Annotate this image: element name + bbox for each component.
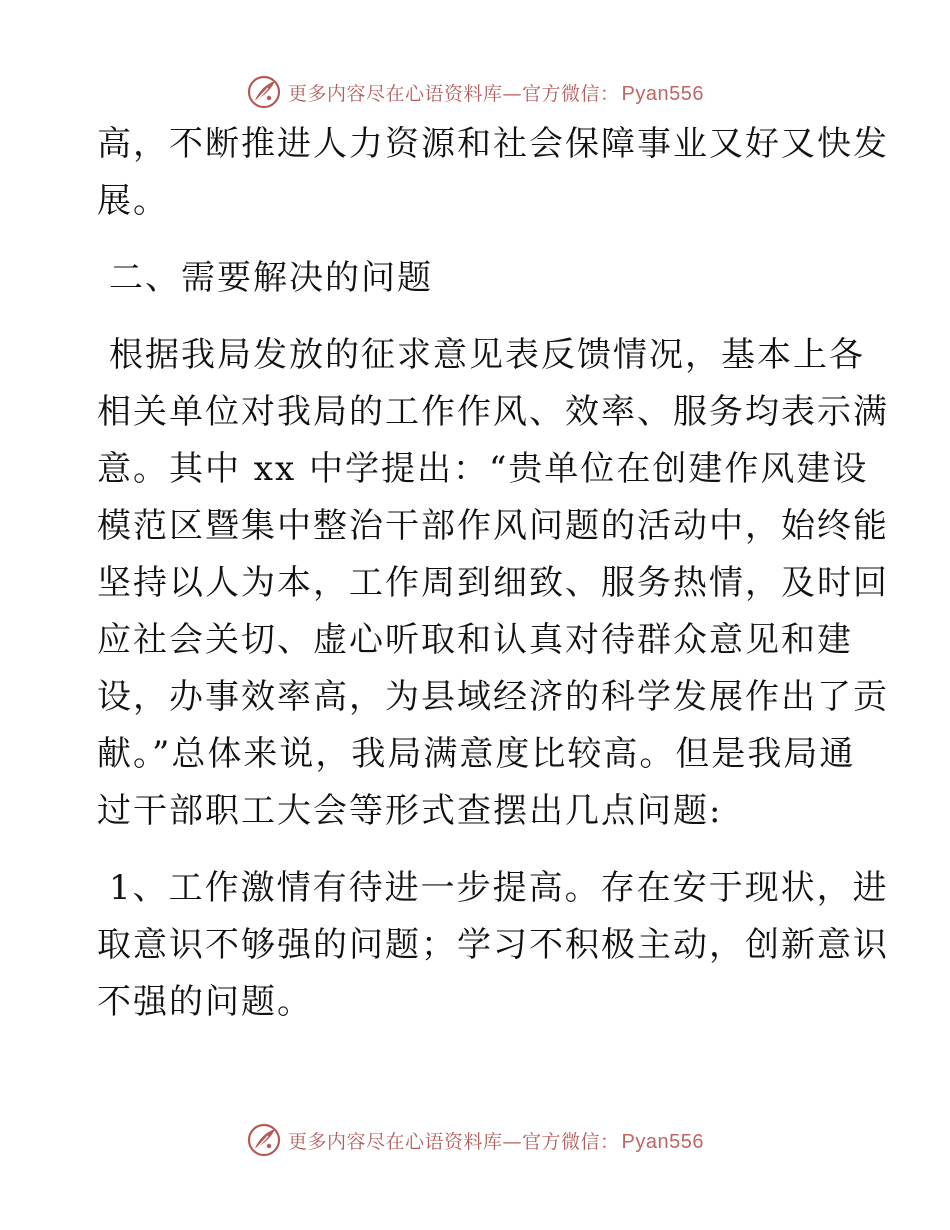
watermark-text: 更多内容尽在心语资料库—官方微信： Pyan556 [288, 1130, 704, 1153]
document-body [97, 116, 889, 1031]
watermark-text: 更多内容尽在心语资料库—官方微信： Pyan556 [288, 82, 704, 105]
footer-watermark [0, 1120, 950, 1160]
paragraph-line: 意。其中 xx 中学提出：“贵单位在创建作风建设 [97, 449, 869, 489]
paragraph-line: 展。 [97, 181, 169, 221]
paragraph-line: 高，不断推进人力资源和社会保障事业又好又快发 [97, 124, 889, 164]
paragraph-line: 相关单位对我局的工作作风、效率、服务均表示满 [97, 392, 889, 432]
paragraph-line: 应社会关切、虚心听取和认真对待群众意见和建 [97, 620, 853, 660]
paragraph-line: 过干部职工大会等形式查摆出几点问题: [97, 791, 723, 831]
section-heading: 二、需要解决的问题 [109, 258, 433, 298]
paragraph-line: 模范区暨集中整治干部作风问题的活动中，始终能 [97, 506, 889, 546]
paragraph-line: 1、工作激情有待进一步提高。存在安于现状，进 [109, 868, 889, 908]
feather-pen-logo-icon [246, 1122, 282, 1158]
paragraph-line: 取意识不够强的问题；学习不积极主动，创新意识 [97, 925, 889, 965]
paragraph-line: 设，办事效率高，为县域经济的科学发展作出了贡 [97, 677, 889, 717]
paragraph-line: 不强的问题。 [97, 982, 313, 1022]
paragraph-line: 坚持以人为本，工作周到细致、服务热情，及时回 [97, 563, 889, 603]
paragraph-line: 根据我局发放的征求意见表反馈情况，基本上各 [109, 335, 865, 375]
header-watermark [0, 72, 950, 112]
feather-pen-logo-icon [246, 74, 282, 110]
paragraph-line: 献。”总体来说，我局满意度比较高。但是我局通 [97, 734, 856, 774]
